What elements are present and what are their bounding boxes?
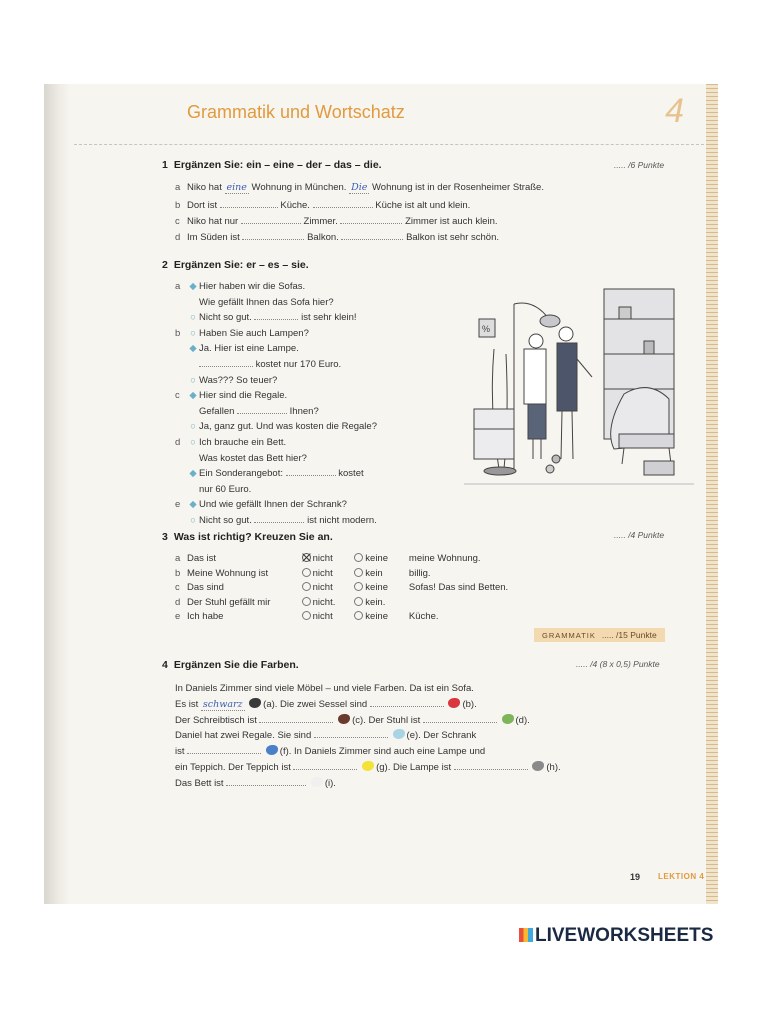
grammatik-score-box: GRAMMATIK ..... /15 Punkte bbox=[534, 628, 665, 642]
answer-field-1a-2[interactable]: Die bbox=[351, 182, 368, 193]
answer-field-1c-1[interactable] bbox=[241, 214, 301, 224]
section-3-title: 3 Was ist richtig? Kreuzen Sie an. bbox=[162, 531, 333, 543]
page-number: 19 bbox=[630, 872, 641, 882]
section-3-rows bbox=[175, 552, 508, 625]
option-nicht-c[interactable]: nicht bbox=[302, 581, 352, 596]
section-3-row-b: b Meine Wohnung ist nicht kein billig. bbox=[175, 567, 508, 582]
lektion-label: LEKTION 4 bbox=[658, 872, 705, 881]
section-3-points: ..... /4 Punkte bbox=[614, 530, 665, 540]
option-nicht-b[interactable]: nicht bbox=[302, 567, 352, 582]
answer-field-1b-2[interactable] bbox=[313, 198, 373, 208]
option-nicht-d[interactable]: nicht. bbox=[302, 596, 352, 611]
answer-field-4e[interactable] bbox=[314, 728, 388, 738]
page-edge-ruler bbox=[706, 84, 718, 904]
color-swatch-b bbox=[448, 698, 460, 708]
answer-field-4h[interactable] bbox=[454, 760, 528, 770]
svg-text:%: % bbox=[482, 324, 491, 334]
answer-field-1d-1[interactable] bbox=[242, 230, 304, 240]
section-4-title: 4 Ergänzen Sie die Farben. bbox=[162, 659, 299, 671]
answer-field-2e[interactable] bbox=[254, 513, 304, 523]
section-2-dialogues: a ◆ Hier haben wir die Sofas. Wie gefällt Ihnen das Sofa hier? ○ Nicht so gut. ist sehr klein! b ○ Haben Sie auch Lampen? ◆ Ja. Hier ist eine Lampe. kostet nur 170 Euro. ○ Was??? So teuer? c ◆ Hier sind die Regale. Gefallen Ihnen? ○ Ja, ganz gut. Und was kosten die Regale? d ○ Ich brauche ein Bett. Was kostet das Bett hier? ◆ Ein Sonderangebot: kostet nur 60 Euro. e ◆ Und wie gefällt Ihnen der Schrank? ○ Nicht so gut. ist nicht modern. bbox=[175, 281, 377, 526]
section-1-line-d: d Im Süden ist Balkon. Balkon ist sehr schön. bbox=[175, 232, 499, 243]
color-swatch-a bbox=[249, 698, 261, 708]
section-1-line-c: c Niko hat nur Zimmer. Zimmer ist auch klein. bbox=[175, 216, 498, 227]
answer-field-1d-2[interactable] bbox=[341, 230, 403, 240]
liveworksheets-icon bbox=[519, 928, 533, 942]
book-spine bbox=[44, 84, 70, 904]
option-nicht-a[interactable]: nicht bbox=[302, 552, 352, 567]
answer-field-4f[interactable] bbox=[187, 744, 261, 754]
page-title: Grammatik und Wortschatz bbox=[187, 102, 405, 122]
answer-field-2a[interactable] bbox=[254, 310, 298, 320]
color-swatch-c bbox=[338, 714, 350, 724]
section-3-row-c: c Das sind nicht keine Sofas! Das sind Betten. bbox=[175, 581, 508, 596]
furniture-store-illustration bbox=[454, 259, 704, 497]
option-keine-a[interactable]: keine bbox=[354, 552, 406, 567]
liveworksheets-logo: LIVEWORKSHEETS bbox=[519, 925, 713, 947]
section-3-row-a: a Das ist nicht keine meine Wohnung. bbox=[175, 552, 508, 567]
option-kein-d[interactable]: kein. bbox=[354, 596, 406, 611]
section-1-line-a: a Niko hat eine Wohnung in München. Die Wohnung ist in der Rosenheimer Straße. bbox=[175, 182, 544, 193]
section-2-title: 2 Ergänzen Sie: er – es – sie. bbox=[162, 259, 309, 271]
answer-field-4c[interactable] bbox=[259, 713, 333, 723]
chapter-number: 4 bbox=[665, 92, 684, 130]
option-kein-b[interactable]: kein bbox=[354, 567, 406, 582]
section-4-points: ..... /4 (8 x 0,5) Punkte bbox=[576, 659, 660, 669]
answer-field-2d[interactable] bbox=[286, 466, 336, 476]
color-swatch-f bbox=[266, 745, 278, 755]
section-1-title: 1 Ergänzen Sie: ein – eine – der – das – die. bbox=[162, 159, 382, 171]
section-1-line-b: b Dort ist Küche. Küche ist alt und klein. bbox=[175, 200, 471, 211]
answer-field-2b[interactable] bbox=[199, 357, 253, 367]
section-4-text: In Daniels Zimmer sind viele Möbel – und viele Farben. Da ist ein Sofa. Es ist schwarz (a). Die zwei Sessel sind (b). Der Schreibtisch ist (c). Der Stuhl ist (d). Daniel hat zwei Regale. Sie sind (e). Der Schrank ist (f). In Daniels Zimmer sind auch eine Lampe und ein Teppich. Der Teppich ist (g). Die Lampe ist (h). Das Bett ist (i). bbox=[175, 683, 561, 789]
answer-field-2c[interactable] bbox=[237, 404, 287, 414]
option-nicht-e[interactable]: nicht bbox=[302, 610, 352, 625]
option-keine-c[interactable]: keine bbox=[354, 581, 406, 596]
section-1-points: ..... /6 Punkte bbox=[614, 160, 665, 170]
answer-field-4b[interactable] bbox=[370, 697, 444, 707]
answer-field-1a-1[interactable]: eine bbox=[226, 182, 247, 193]
answer-field-1c-2[interactable] bbox=[340, 214, 402, 224]
color-swatch-d bbox=[502, 714, 514, 724]
color-swatch-i bbox=[311, 777, 323, 787]
option-keine-e[interactable]: keine bbox=[354, 610, 406, 625]
header-divider bbox=[74, 144, 704, 145]
answer-field-4i[interactable] bbox=[226, 776, 306, 786]
color-swatch-e bbox=[393, 729, 405, 739]
answer-field-4g[interactable] bbox=[293, 760, 357, 770]
workbook-page bbox=[44, 84, 718, 904]
answer-field-4d[interactable] bbox=[423, 713, 497, 723]
answer-field-1b-1[interactable] bbox=[220, 198, 278, 208]
color-swatch-h bbox=[532, 761, 544, 771]
color-swatch-g bbox=[362, 761, 374, 771]
section-3-row-e: e Ich habe nicht keine Küche. bbox=[175, 610, 508, 625]
section-3-row-d: d Der Stuhl gefällt mir nicht. kein. bbox=[175, 596, 508, 611]
answer-field-4a[interactable]: schwarz bbox=[202, 698, 243, 710]
